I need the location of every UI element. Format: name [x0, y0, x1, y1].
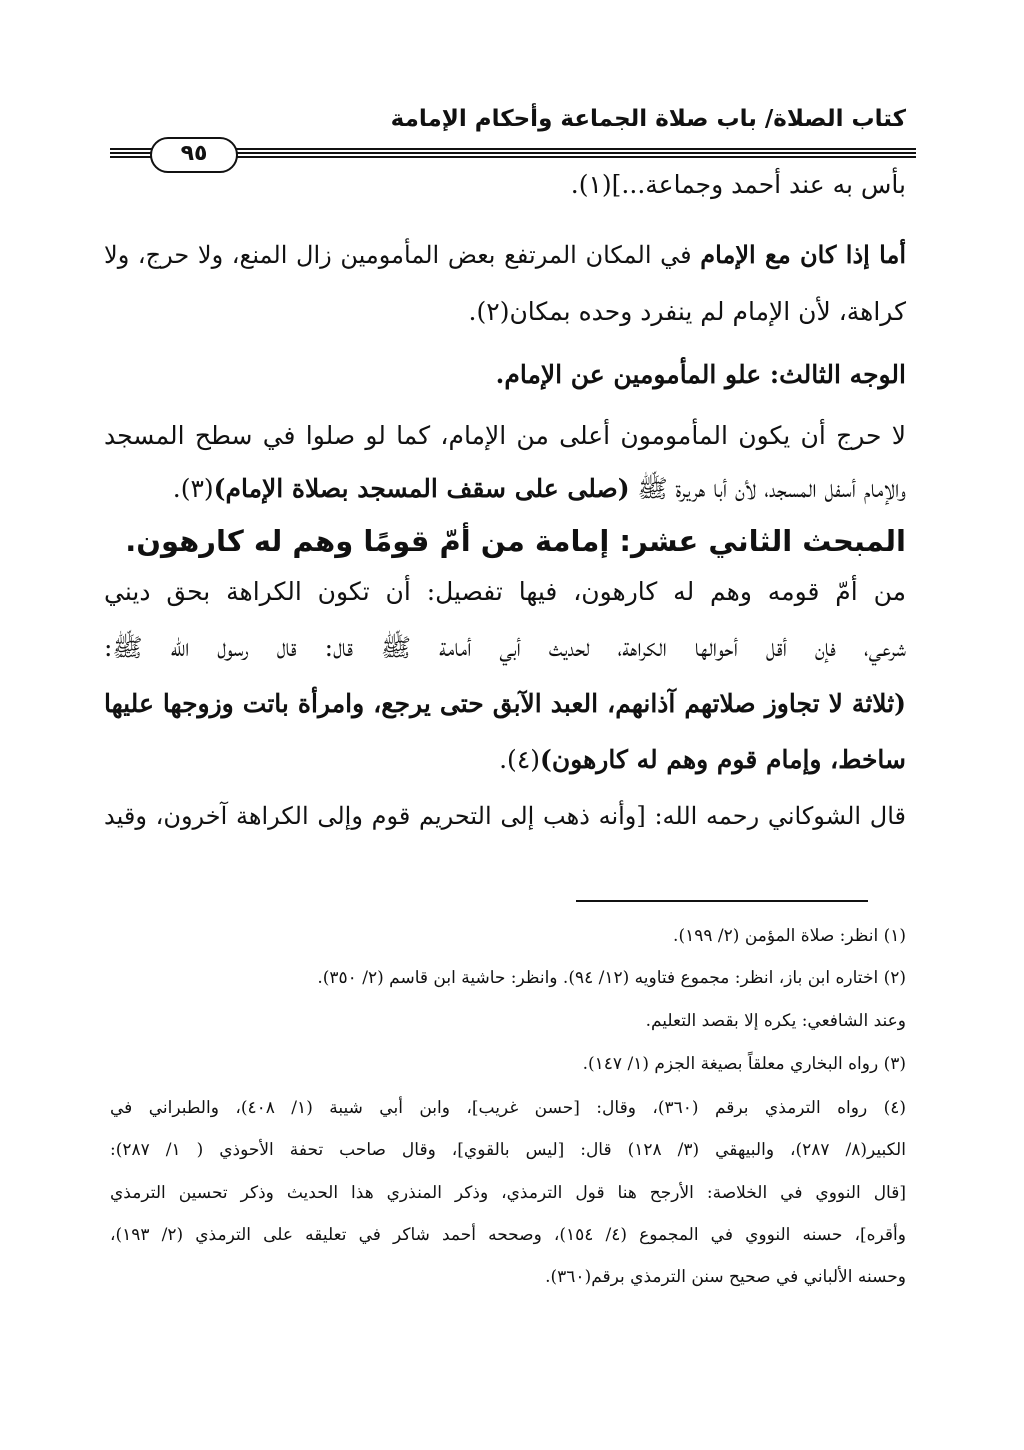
paragraph-1-line-1: بأس به عند أحمد وجماعة...](١). [570, 170, 906, 199]
paragraph-3-line-2 [104, 474, 906, 504]
footnote-4-line-5: وحسنه الألباني في صحيح سنن الترمذي برقم(٣٦٠). [545, 1267, 906, 1287]
footnote-separator [576, 900, 868, 902]
hadith-quote: ساخط، وإمام قوم وهم له كارهون) [540, 745, 906, 774]
footnote-4-line-4: وأقره]، حسنه النووي في المجموع (٤/ ١٥٤)، وصححه أحمد شاكر في تعليقه على الترمذي (٢/ ١٩٣)، [110, 1225, 906, 1245]
footnote-ref: (٤). [499, 745, 541, 774]
footnote-2: (٢) اختاره ابن باز، انظر: مجموع فتاويه (١٢/ ٩٤). وانظر: حاشية ابن قاسم (٢/ ٣٥٠). [317, 968, 906, 988]
footnote-1: (١) انظر: صلاة المؤمن (٢/ ١٩٩). [673, 926, 906, 946]
paragraph-3-line-1: لا حرج أن يكون المأمومون أعلى من الإمام، كما لو صلوا في سطح المسجد [104, 421, 906, 450]
chapter-heading: المبحث الثاني عشر: إمامة من أمّ قومًا وهم له كارهون. [125, 524, 906, 558]
paragraph-4-line-1: من أمّ قومه وهم له كارهون، فيها تفصيل: أن تكون الكراهة بحق ديني [104, 577, 906, 606]
footnote-4-line-1: (٤) رواه الترمذي برقم (٣٦٠)، وقال: [حسن غريب]، وابن أبي شيبة (١/ ٤٠٨)، والطبراني في [110, 1098, 906, 1118]
footnote-2-continued: وعند الشافعي: يكره إلا بقصد التعليم. [645, 1011, 906, 1031]
footnote-4-line-2: الكبير(٨/ ٢٨٧)، والبيهقي (٣/ ١٢٨) قال: [ليس بالقوي]، وقال صاحب تحفة الأحوذي ( ١/ ٢٨٧): [110, 1140, 906, 1160]
bold-phrase: أما إذا كان مع الإمام [700, 240, 907, 269]
footnote-ref: (٣). [172, 474, 214, 503]
page-number-badge [150, 137, 238, 173]
paragraph-4-line-4 [104, 745, 906, 775]
running-header-title: كتاب الصلاة/ باب صلاة الجماعة وأحكام الإمامة [390, 106, 906, 132]
page-number: ٩٥ [180, 141, 208, 166]
paragraph-2-line-2: كراهة، لأن الإمام لم ينفرد وحده بمكان(٢). [468, 297, 906, 326]
paragraph-text: في المكان المرتفع بعض المأمومين زال المنع، ولا حرج، ولا [104, 241, 692, 269]
footnote-4-line-3: [قال النووي في الخلاصة: الأرجح هنا قول الترمذي، وذكر المنذري هذا الحديث وذكر تحسين الترمذي [110, 1183, 906, 1203]
paragraph-4-line-3: (ثلاثة لا تجاوز صلاتهم آذانهم، العبد الآبق حتى يرجع، وامرأة باتت وزوجها عليها [104, 689, 906, 718]
paragraph-2-line-1 [104, 240, 906, 270]
paragraph-4-line-2: شرعي، فإن أقل أحوالها الكراهة، لحديث أبي أمامة ﷺ قال: قال رسول الله ﷺ: [104, 633, 906, 662]
paragraph-text: والإمام أسفل المسجد، لأن أبا هريرة ﷺ [629, 474, 906, 503]
section-heading: الوجه الثالث: علو المأمومين عن الإمام. [495, 360, 906, 389]
paragraph-5-line-1: قال الشوكاني رحمه الله: [وأنه ذهب إلى التحريم قوم وإلى الكراهة آخرون، وقيد [104, 802, 906, 830]
hadith-quote: (صلى على سقف المسجد بصلاة الإمام) [213, 474, 630, 503]
footnote-3: (٣) رواه البخاري معلقاً بصيغة الجزم (١/ ١٤٧). [582, 1054, 906, 1074]
